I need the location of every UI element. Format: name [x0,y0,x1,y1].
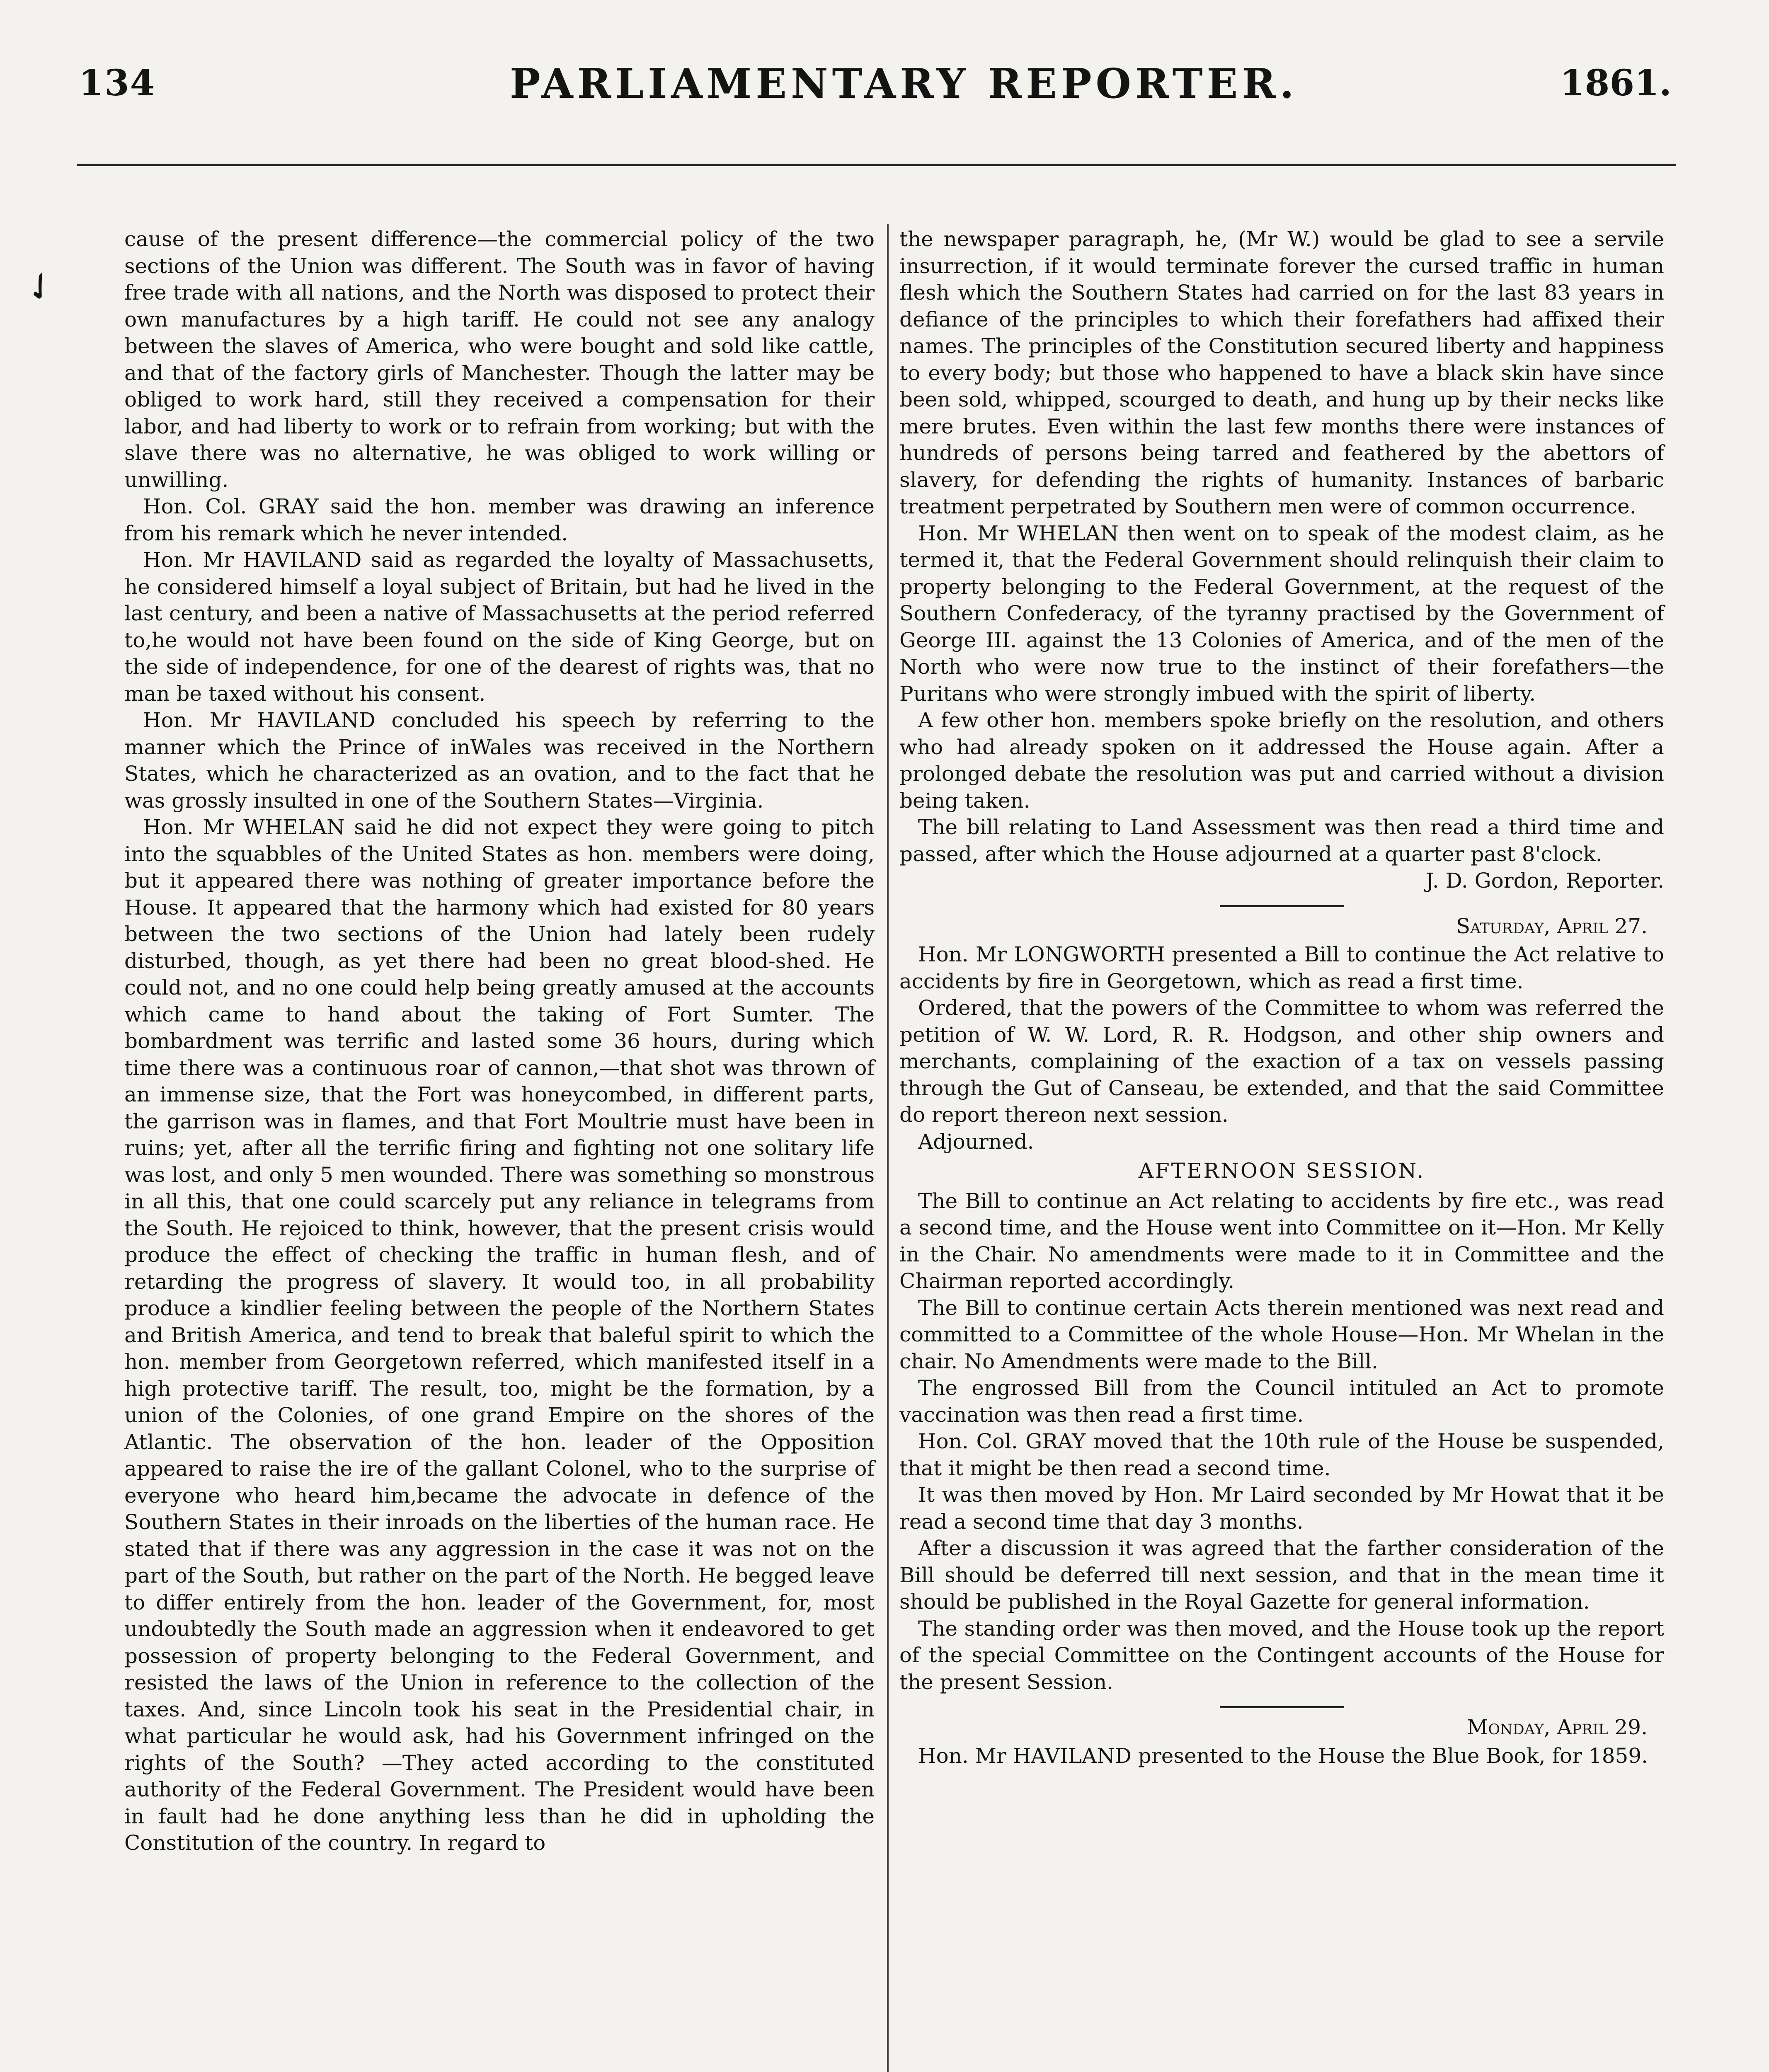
section-rule [1220,1706,1344,1708]
paragraph: Hon. Col. GRAY moved that the 10th rule of the House be suspended, that it might be then read a second time. [899,1429,1664,1480]
reporter-signature: J. D. Gordon, Reporter. [1425,869,1664,893]
paragraph: the newspaper paragraph, he, (Mr W.) would be glad to see a servile insurrection, if it would terminate forever the cursed traffic in human flesh which the Southern States had carried on for the last 83 years in defiance of the principles to which their forefathers had affixed their names. The principles of the Constitution secured liberty and happiness to every body; but those who happened to have a black skin have since been sold, whipped, scourged to death, and hung up by their necks like mere brutes. Even within the last few months there were instances of hundreds of persons being tarred and feathered by the abettors of slavery, for defending the rights of humanity. Instances of barbaric treatment perpetrated by Southern men were of common occurrence. [899,227,1664,518]
paragraph: Hon. Col. GRAY said the hon. member was drawing an inference from his remark which he never intended. [124,494,875,545]
header-rule [77,164,1676,166]
paragraph: cause of the present difference—the commercial policy of the two sections of the Union was different. The South was in favor of having free trade with all nations, and the North was disposed to protect their own manufactures by a high tariff. He could not see any analogy between the slaves of America, who were bought and sold like cattle, and that of the factory girls of Manchester. Though the latter may be obliged to work hard, still they received a compensation for their labor, and had liberty to work or to refrain from working; but with the slave there was no alternative, he was obliged to work willing or unwilling. [124,227,875,492]
column-divider [887,224,889,2072]
paragraph: The Bill to continue an Act relating to accidents by fire etc., was read a second time, and the House went into Committee on it—Hon. Mr Kelly in the Chair. No amendments were made to it in Committee and the Chairman reported accordingly. [899,1188,1664,1293]
paragraph: It was then moved by Hon. Mr Laird seconded by Mr Howat that it be read a second time that day 3 months. [899,1483,1664,1534]
paragraph: The engrossed Bill from the Council intituled an Act to promote vaccination was then read a first time. [899,1376,1664,1427]
page-year: 1861. [1560,62,1672,104]
paragraph: Hon. Mr HAVILAND concluded his speech by referring to the manner which the Prince of inWales was received in the Northern States, which he characterized as an ovation, and to the fact that he was grossly insulted in one of the Southern States—Virginia. [124,708,875,813]
paragraph: The Bill to continue certain Acts therein mentioned was next read and committed to a Committee of the whole House—Hon. Mr Whelan in the chair. No Amendments were made to the Bill. [899,1295,1664,1373]
paragraph: After a discussion it was agreed that the farther consideration of the Bill should be deferred till next session, and that in the mean time it should be published in the Royal Gazette for general information. [899,1536,1664,1614]
page-title: PARLIAMENTARY REPORTER. [510,60,1298,108]
right-column [899,226,1664,1769]
paragraph: A few other hon. members spoke briefly on the resolution, and others who had already spoken on it addressed the House again. After a prolonged debate the resolution was put and carried without a division being taken. [899,708,1664,813]
paragraph: Hon. Mr LONGWORTH presented a Bill to continue the Act relative to accidents by fire in Georgetown, which as read a first time. [899,942,1664,993]
paragraph: Ordered, that the powers of the Committee to whom was referred the petition of W. W. Lord, R. R. Hodgson, and other ship owners and merchants, complaining of the exaction of a tax on vessels passing through the Gut of Canseau, be extended, and that the said Committee do report thereon next session. [899,996,1664,1127]
section-heading: AFTERNOON SESSION. [1138,1159,1425,1183]
section-rule [1220,905,1344,907]
stray-mark: ✓ [15,260,66,314]
paragraph: Hon. Mr HAVILAND said as regarded the loyalty of Massachusetts, he considered himself a loyal subject of Britain, but had he lived in the last century, and been a native of Massachusetts at the period referred to,he would not have been found on the side of King George, but on the side of independence, for one of the dearest of rights was, that no man be taxed without his consent. [124,548,875,706]
paragraph: Hon. Mr HAVILAND presented to the House the Blue Book, for 1859. [918,1743,1648,1768]
paragraph: The standing order was then moved, and the House took up the report of the special Committee on the Contingent accounts of the House for the present Session. [899,1616,1664,1694]
left-column [124,226,875,1857]
date-heading: Saturday, April 27. [1456,914,1648,938]
paragraph: Adjourned. [918,1129,1034,1154]
paragraph: Hon. Mr WHELAN said he did not expect they were going to pitch into the squabbles of the United States as hon. members were doing, but it appeared there was nothing of greater importance before the House. It appeared that the harmony which had existed for 80 years between the two sections of the Union had lately been rudely disturbed, though, as yet there had been no great blood-shed. He could not, and no one could help being greatly amused at the accounts which came to hand about the taking of Fort Sumter. The bombardment was terrific and lasted some 36 hours, during which time there was a continuous roar of cannon,—that shot was thrown of an immense size, that the Fort was honeycombed, in different parts, the garrison was in flames, and that Fort Moultrie must have been in ruins; yet, after all the terrific firing and fighting not one solitary life was lost, and only 5 men wounded. There was something so monstrous in all this, that one could scarcely put any reliance in telegrams from the South. He rejoiced to think, however, that the present crisis would produce the effect of checking the traffic in human flesh, and of retarding the progress of slavery. It would too, in all probability produce a kindlier feeling between the people of the Northern States and British America, and tend to break that baleful spirit to which the hon. member from Georgetown referred, which manifested itself in a high protective tariff. The result, too, might be the formation, by a union of the Colonies, of one grand Empire on the shores of the Atlantic. The observation of the hon. leader of the Opposition appeared to raise the ire of the gallant Colonel, who to the surprise of everyone who heard him,became the advocate in defence of the Southern States in their inroads on the liberties of the human race. He stated that if there was any aggression in the case it was not on the part of the South, but rather on the part of the North. He begged leave to differ entirely from the hon. leader of the Government, for, most undoubtedly the South made an aggression when it endeavored to get possession of property belonging to the Federal Government, and resisted the laws of the Union in reference to the collection of the taxes. And, since Lincoln took his seat in the Presidential chair, in what particular he would ask, had his Government infringed on the rights of the South? —They acted according to the constituted authority of the Federal Government. The President would have been in fault had he done anything less than he did in upholding the Constitution of the country. In regard to [124,815,875,1855]
paragraph: Hon. Mr WHELAN then went on to speak of the modest claim, as he termed it, that the Federal Government should relinquish their claim to property belonging to the Federal Government, at the request of the Southern Confederacy, of the tyranny practised by the Government of George III. against the 13 Colonies of America, and of the men of the North who were now true to the instinct of their forefathers—the Puritans who were strongly imbued with the spirit of liberty. [899,521,1664,706]
paragraph: The bill relating to Land Assessment was then read a third time and passed, after which the House adjourned at a quarter past 8'clock. [899,815,1664,866]
date-heading: Monday, April 29. [1467,1715,1648,1739]
page-number: 134 [79,62,156,104]
